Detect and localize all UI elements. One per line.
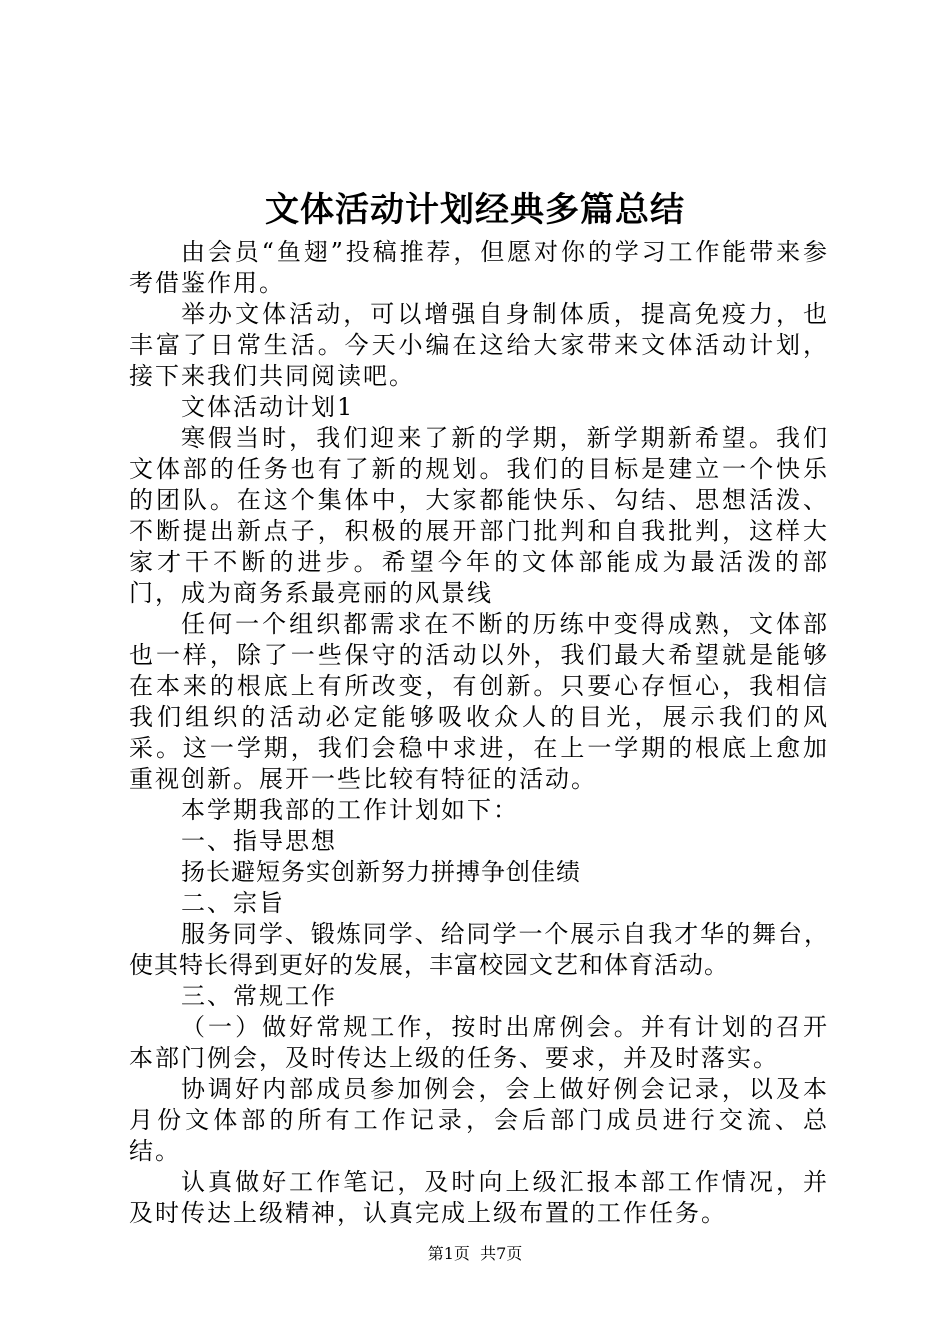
paragraph-routine-2: 协调好内部成员参加例会，会上做好例会记录，以及本月份文体部的所有工作记录，会后部门成员进行交流、总结。	[129, 1075, 829, 1165]
paragraph-new-semester: 寒假当时，我们迎来了新的学期，新学期新希望。我们文体部的任务也有了新的规划。我们的目标是建立一个快乐的团队。在这个集体中，大家都能快乐、勾结、思想活泼、不断提出新点子，积极的展开部门批判和自我批判，这样大家才干不断的进步。希望今年的文体部能成为最活泼的部门，成为商务系最亮丽的风景线	[129, 424, 829, 607]
paragraph-routine-1: （一）做好常规工作，按时出席例会。并有计划的召开本部门例会，及时传达上级的任务、要求，并及时落实。	[129, 1013, 829, 1072]
paragraph-purpose: 服务同学、锻炼同学、给同学一个展示自我才华的舞台，使其特长得到更好的发展，丰富校园文艺和体育活动。	[129, 920, 829, 979]
page-number-label: 第1页 共7页	[427, 1244, 523, 1263]
paragraph-routine-3: 认真做好工作笔记，及时向上级汇报本部工作情况，并及时传达上级精神，认真完成上级布置的工作任务。	[129, 1168, 829, 1227]
document-body	[129, 237, 829, 1229]
heading-purpose: 二、宗旨	[181, 889, 285, 917]
heading-routine-work: 三、常规工作	[181, 982, 337, 1010]
paragraph-intro: 举办文体活动，可以增强自身制体质，提高免疫力，也丰富了日常生活。今天小编在这给大家带来文体活动计划，接下来我们共同阅读吧。	[129, 300, 829, 390]
paragraph-intro-note: 由会员“鱼翅”投稿推荐，但愿对你的学习工作能带来参考借鉴作用。	[129, 238, 829, 297]
paragraph-guiding-thought: 扬长避短务实创新努力拼搏争创佳绩	[181, 858, 581, 886]
heading-guiding-thought: 一、指导思想	[181, 827, 337, 855]
page-footer	[0, 1242, 950, 1266]
paragraph-organization: 任何一个组织都需求在不断的历练中变得成熟，文体部也一样，除了一些保守的活动以外，我们最大希望就是能够在本来的根底上有所改变，有创新。只要心存恒心，我相信我们组织的活动必定能够吸收众人的目光，展示我们的风采。这一学期，我们会稳中求进，在上一学期的根底上愈加重视创新。展开一些比较有特征的活动。	[129, 610, 829, 793]
section-heading-plan-1: 文体活动计划1	[181, 393, 355, 421]
document-title: 文体活动计划经典多篇总结	[265, 190, 685, 230]
paragraph-plan-intro: 本学期我部的工作计划如下：	[181, 796, 519, 824]
